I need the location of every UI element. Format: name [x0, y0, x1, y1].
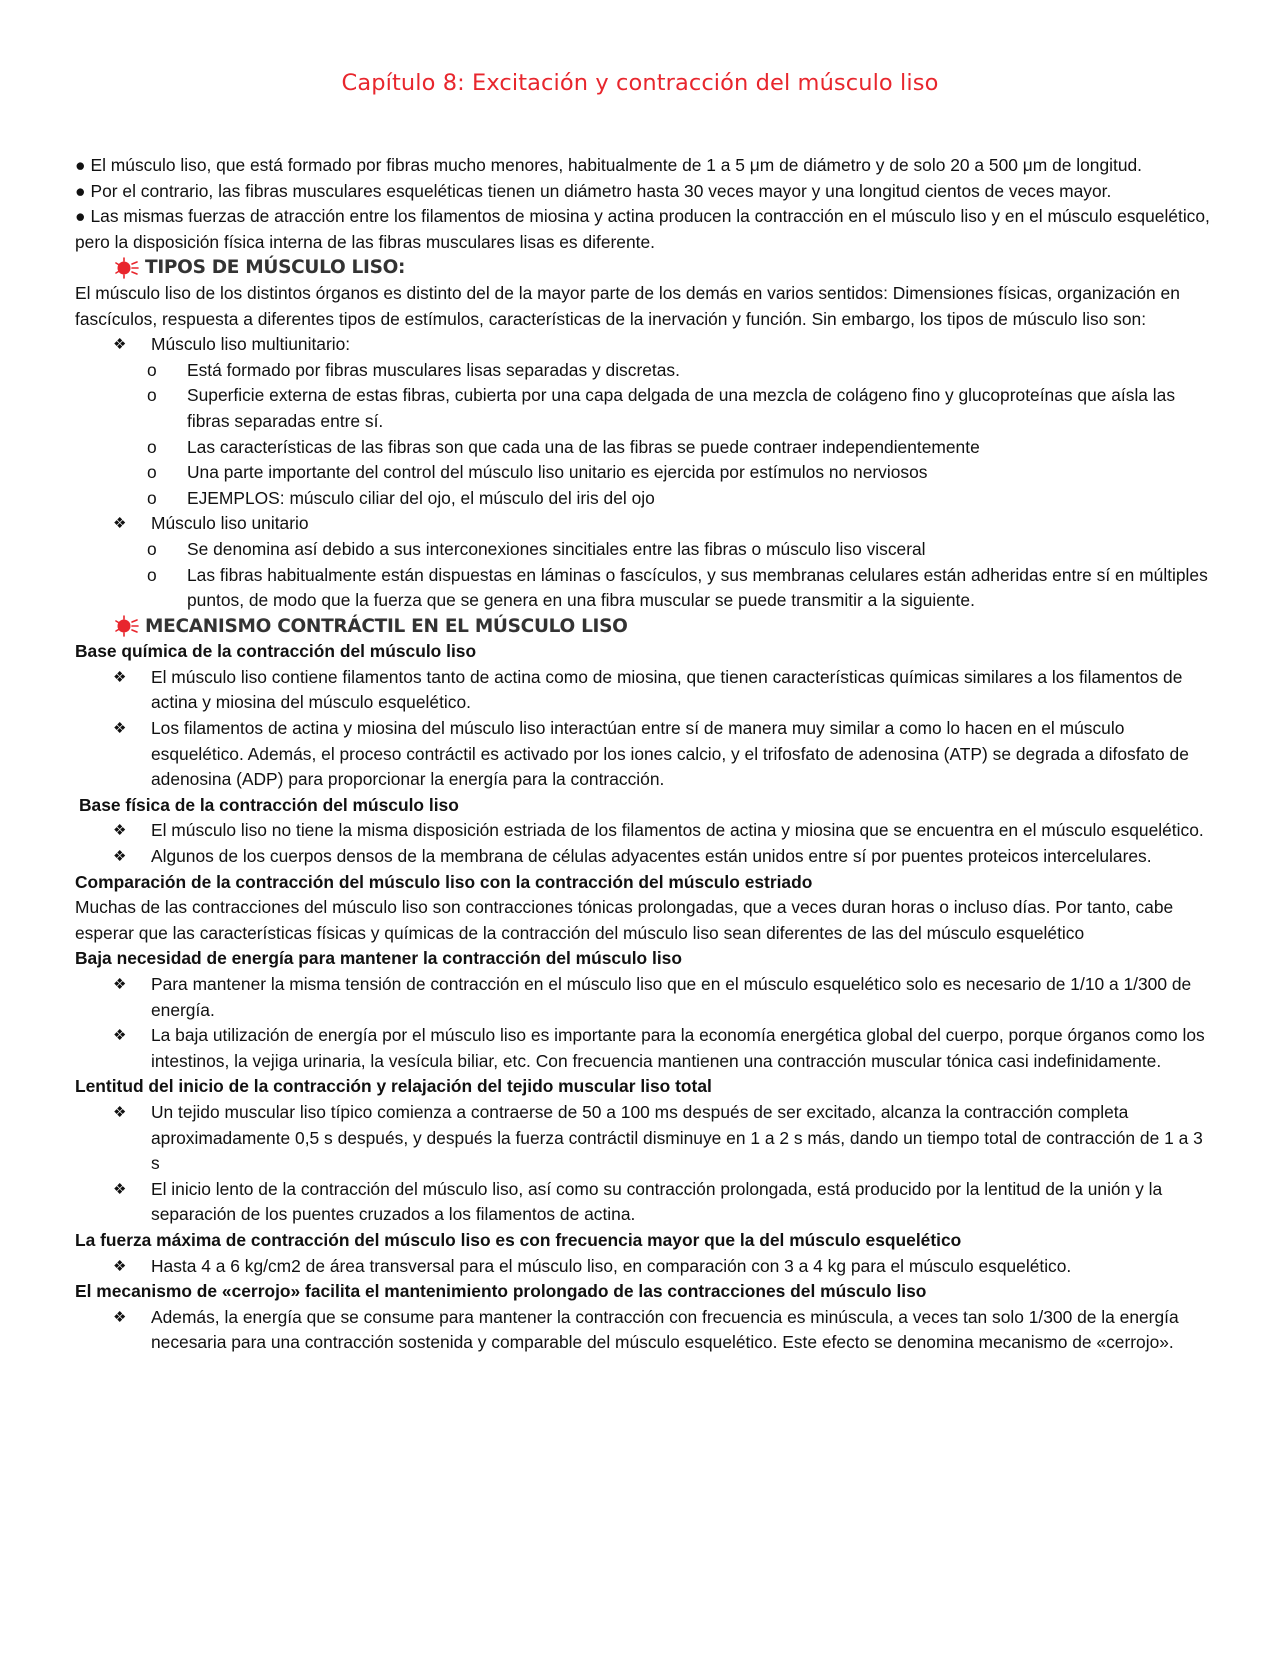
subsection-title: Comparación de la contracción del músculo liso con la contracción del músculo estriado: [75, 871, 813, 892]
sub-list-item: o Está formado por fibras musculares lisas separadas y discretas.: [75, 358, 1214, 384]
diamond-bullet-icon: ❖: [113, 720, 127, 738]
intro-paragraph: ● Las mismas fuerzas de atracción entre los filamentos de miosina y actina producen la contracción en el músculo liso y en el músculo esquelético, pero la disposición física interna de las fibras musculares lisas es diferente.: [75, 206, 1210, 252]
sub-list-item: o Las fibras habitualmente están dispuestas en láminas o fascículos, y sus membranas celulares están adheridas entre sí en múltiples puntos, de modo que la fuerza que se genera en una fibra muscular se puede transmitir a la siguiente.: [147, 564, 1208, 611]
circle-bullet-icon: o: [147, 564, 157, 585]
list-item: ❖ Músculo liso multiunitario:: [75, 332, 1214, 358]
subsection-title: La fuerza máxima de contracción del músculo liso es con frecuencia mayor que la del músculo esquelético: [75, 1229, 962, 1250]
section-heading-text: MECANISMO CONTRÁCTIL EN EL MÚSCULO LISO: [145, 615, 628, 637]
section-heading: [113, 255, 1214, 281]
circle-bullet-icon: o: [147, 385, 157, 406]
section-heading-text: TIPOS DE MÚSCULO LISO:: [145, 257, 406, 279]
circle-bullet-icon: o: [147, 487, 157, 508]
bullet-icon: ●: [75, 180, 86, 201]
sub-list-item: o Se denomina así debido a sus interconexiones sincitiales entre las fibras o músculo liso visceral: [75, 537, 1214, 563]
circle-bullet-icon: o: [147, 436, 157, 457]
diamond-bullet-icon: ❖: [113, 1027, 127, 1045]
subsection-title: Baja necesidad de energía para mantener la contracción del músculo liso: [75, 948, 682, 969]
list-item: ❖ Un tejido muscular liso típico comienza a contraerse de 50 a 100 ms después de ser excitado, alcanza la contracción completa aproximadamente 0,5 s después, y después la fuerza contráctil disminuye en 1 a 2 s más, dando un tiempo total de contracción de 1 a 3 s: [113, 1101, 1203, 1174]
diamond-bullet-icon: ❖: [113, 1103, 127, 1121]
subsection-title: Base química de la contracción del músculo liso: [75, 641, 477, 662]
intro-paragraph: ● Por el contrario, las fibras musculares esqueléticas tienen un diámetro hasta 30 veces mayor y una longitud cientos de veces mayor.: [75, 180, 1112, 201]
diamond-bullet-icon: ❖: [113, 1180, 127, 1198]
circle-bullet-icon: o: [147, 462, 157, 483]
list-item: ❖ Para mantener la misma tensión de contracción en el músculo liso que en el músculo esquelético solo es necesario de 1/10 a 1/300 de energía.: [113, 974, 1192, 1020]
list-item: ❖ El inicio lento de la contracción del músculo liso, así como su contracción prolongada, está producido por la lentitud de la unión y la separación de los puentes cruzados a los filamentos de actina.: [113, 1178, 1163, 1225]
bullet-icon: ●: [75, 206, 86, 227]
document-body: [75, 153, 1214, 1356]
list-item: ❖ El músculo liso no tiene la misma disposición estriada de los filamentos de actina y miosina que se encuentra en el músculo esquelético.: [75, 818, 1214, 844]
diamond-bullet-icon: ❖: [113, 976, 127, 993]
chapter-title: Capítulo 8: Excitación y contracción del músculo liso: [341, 70, 939, 96]
list-item: ❖ Algunos de los cuerpos densos de la membrana de células adyacentes están unidos entre sí por puentes proteicos intercelulares.: [75, 844, 1214, 870]
list-item: ❖ El músculo liso contiene filamentos tanto de actina como de miosina, que tienen características químicas similares a los filamentos de actina y miosina del músculo esquelético.: [113, 666, 1183, 713]
diamond-bullet-icon: ❖: [113, 822, 127, 840]
sub-list-item: o EJEMPLOS: músculo ciliar del ojo, el músculo del iris del ojo: [75, 486, 1214, 512]
list-item: ❖ Músculo liso unitario: [75, 511, 1214, 537]
diamond-bullet-icon: ❖: [113, 336, 127, 354]
circle-bullet-icon: o: [147, 538, 157, 559]
intro-paragraph: ● El músculo liso, que está formado por fibras mucho menores, habitualmente de 1 a 5 μm de diámetro y de solo 20 a 500 μm de longitud.: [75, 155, 1143, 175]
list-item: ❖ Además, la energía que se consume para mantener la contracción con frecuencia es minúscula, a veces tan solo 1/300 de la energía necesaria para una contracción sostenida y comparable del músculo esquelético. Este efecto se denomina mecanismo de «cerrojo».: [113, 1306, 1179, 1353]
paragraph: Muchas de las contracciones del músculo liso son contracciones tónicas prolongadas, que a veces duran horas o incluso días. Por tanto, cabe esperar que las características físicas y químicas de la contracción del músculo liso sean diferentes de las del músculo esquelético: [75, 897, 1174, 943]
sub-list-item: o Una parte importante del control del músculo liso unitario es ejercida por estímulos no nerviosos: [75, 460, 1214, 486]
subsection-title: El mecanismo de «cerrojo» facilita el mantenimiento prolongado de las contracciones del músculo liso: [75, 1281, 927, 1302]
list-item: ❖ Los filamentos de actina y miosina del músculo liso interactúan entre sí de manera muy similar a como lo hacen en el músculo esquelético. Además, el proceso contráctil es activado por los iones calcio, y el trifosfato de adenosina (ATP) se degrada a difosfato de adenosina (ADP) para proporcionar la energía para la contracción.: [113, 718, 1189, 790]
virus-icon: [113, 614, 141, 638]
subsection-title: Lentitud del inicio de la contracción y relajación del tejido muscular liso total: [75, 1076, 712, 1097]
subsection-title: Base física de la contracción del músculo liso: [79, 794, 459, 815]
paragraph: El músculo liso de los distintos órganos es distinto del de la mayor parte de los demás en varios sentidos: Dimensiones físicas, organización en fascículos, respuesta a diferentes tipos de estímulos, características de la inervación y función. Sin embargo, los tipos de músculo liso son:: [75, 282, 1180, 329]
list-item: ❖ La baja utilización de energía por el músculo liso es importante para la economía energética global del cuerpo, porque órganos como los intestinos, la vejiga urinaria, la vesícula biliar, etc. Con frecuencia mantienen una contracción muscular tónica casi indefinidamente.: [113, 1025, 1205, 1071]
circle-bullet-icon: o: [147, 359, 157, 380]
diamond-bullet-icon: ❖: [113, 515, 127, 533]
diamond-bullet-icon: ❖: [113, 1257, 127, 1275]
sub-list-item: o Superficie externa de estas fibras, cubierta por una capa delgada de una mezcla de colágeno fino y glucoproteínas que aísla las fibras separadas entre sí.: [147, 385, 1176, 431]
diamond-bullet-icon: ❖: [113, 848, 127, 866]
diamond-bullet-icon: ❖: [113, 668, 127, 686]
virus-icon: [113, 256, 141, 280]
list-item: ❖ Hasta 4 a 6 kg/cm2 de área transversal para el músculo liso, en comparación con 3 a 4 kg para el músculo esquelético.: [75, 1254, 1214, 1280]
diamond-bullet-icon: ❖: [113, 1308, 127, 1326]
sub-list-item: o Las características de las fibras son que cada una de las fibras se puede contraer independientemente: [75, 435, 1214, 461]
bullet-icon: ●: [75, 155, 86, 175]
section-heading: [113, 614, 1214, 640]
